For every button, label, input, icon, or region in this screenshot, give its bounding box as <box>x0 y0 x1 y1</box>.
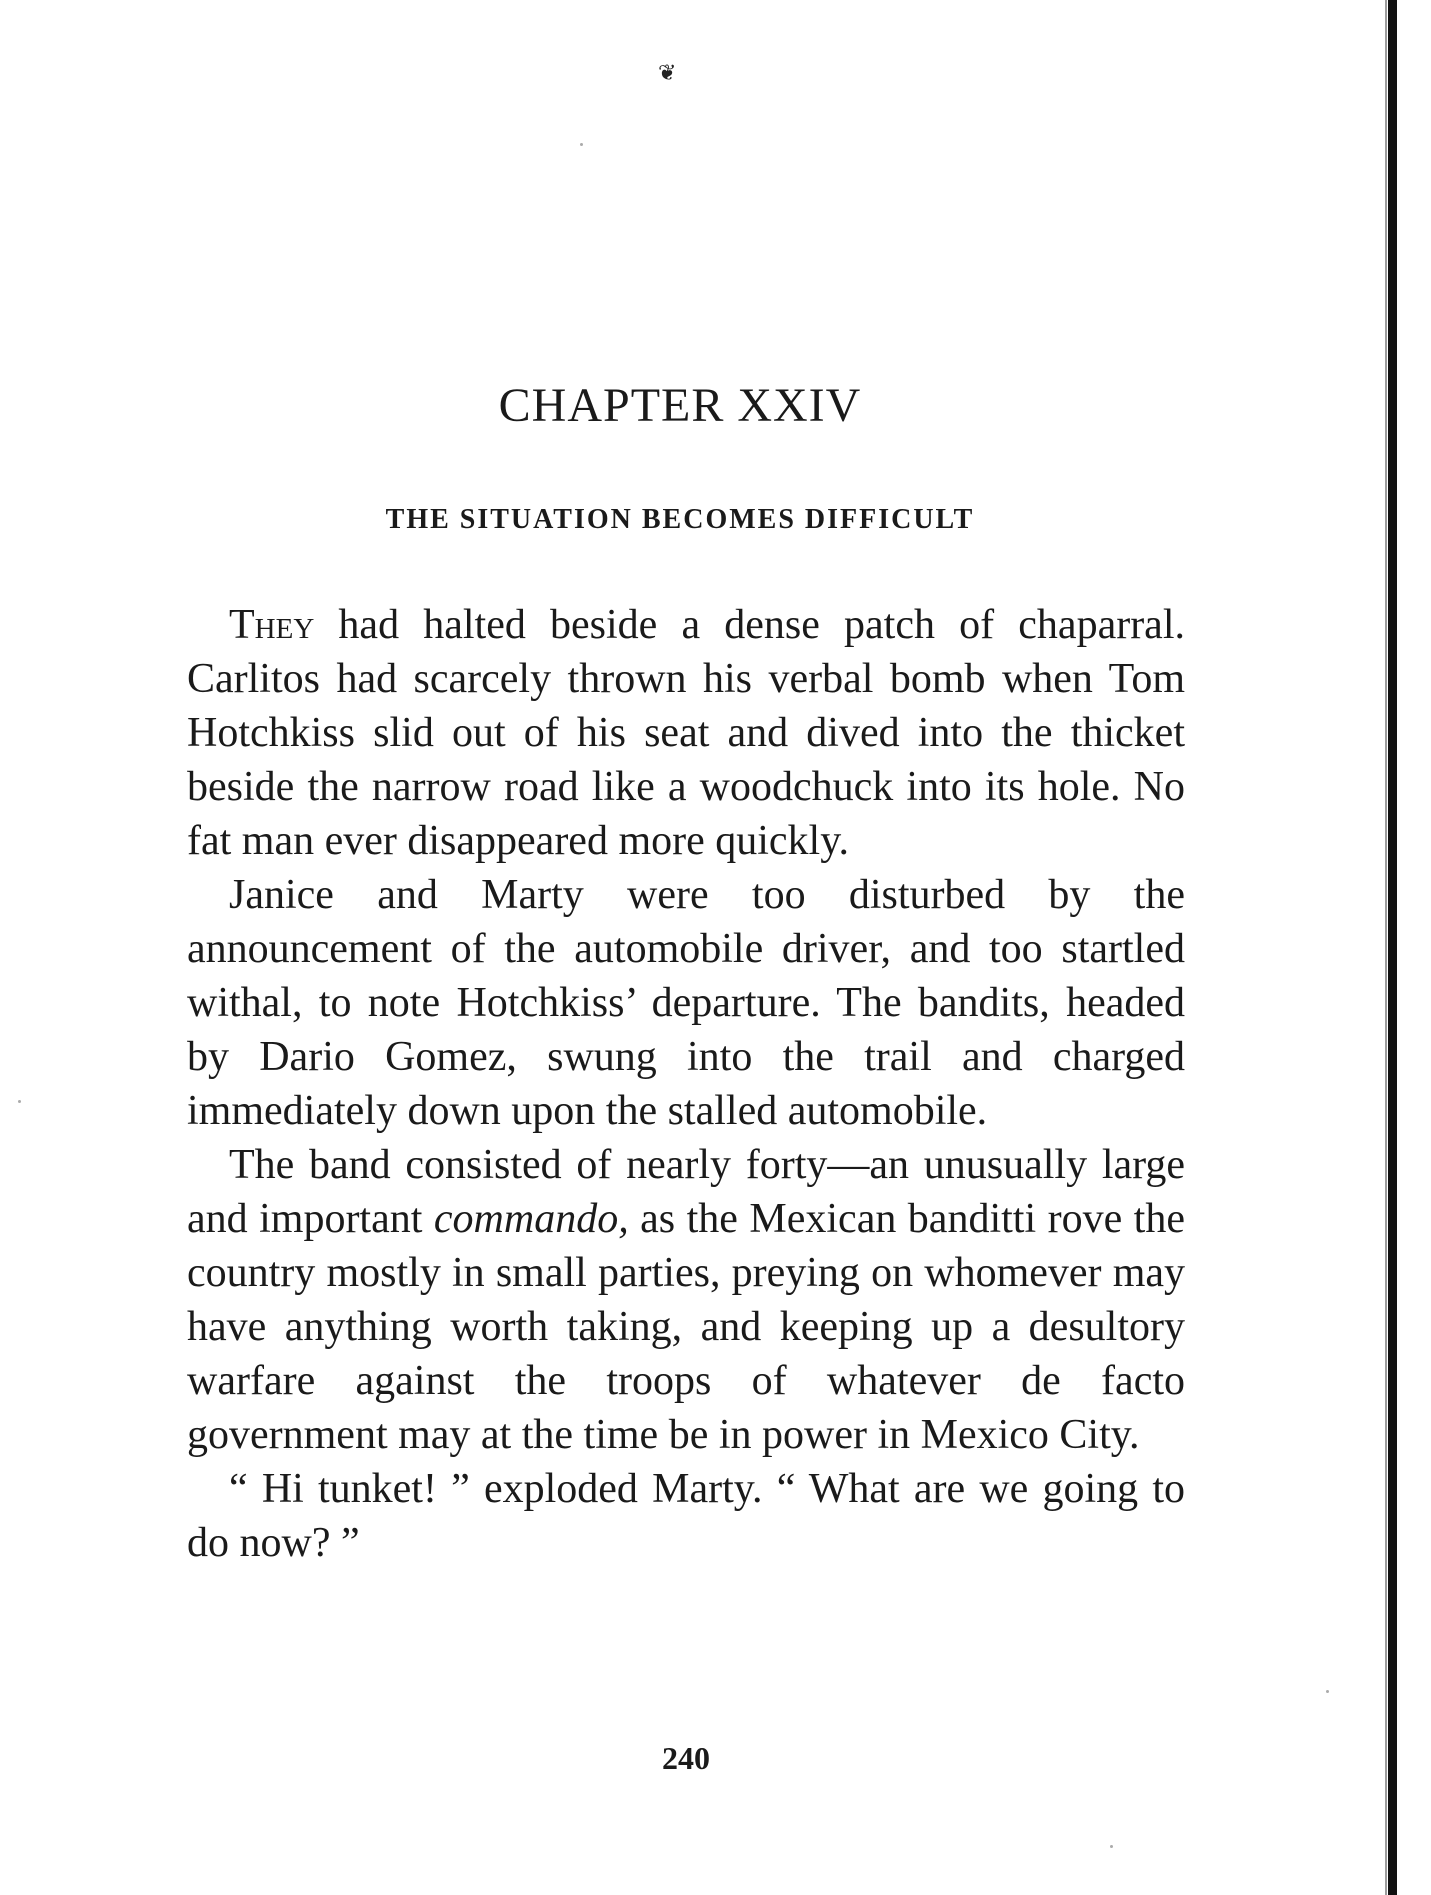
chapter-body <box>187 598 1185 1570</box>
paragraph-text: as the Mexican banditti rove the country mostly in small parties, preying on whomever may have anything worth taking, and keeping up a desultory warfare against the troops of whatever de facto government may at the time be in power in Mexico City. <box>187 1196 1185 1458</box>
italic-term: commando, <box>433 1196 629 1242</box>
ornament-glyph: ❦ <box>658 60 677 85</box>
chapter-subtitle: THE SITUATION BECOMES DIFFICULT <box>385 504 975 535</box>
paragraph-text: “ Hi tunket! ” exploded Marty. “ What are we going to do now? ” <box>187 1466 1185 1566</box>
paragraph-4 <box>187 1462 1185 1570</box>
scan-speck <box>18 1100 21 1103</box>
paragraph-3 <box>187 1138 1185 1462</box>
scan-speck <box>580 143 583 146</box>
paragraph-text: The band consisted of nearly forty—an unusually large and important <box>187 1142 1185 1242</box>
paragraph-1 <box>187 598 1185 868</box>
paragraph-2 <box>187 868 1185 1138</box>
paragraph-text: Janice and Marty were too disturbed by the announcement of the automobile driver, and too startled withal, to note Hotchkiss’ departure. The bandits, headed by Dario Gomez, swung into the trail and charged immediately down upon the stalled automobile. <box>187 872 1185 1134</box>
scan-speck <box>1110 1845 1113 1848</box>
scan-speck <box>1326 1690 1329 1693</box>
page-number: 240 <box>662 1740 710 1776</box>
paragraph-lead-word: They <box>229 602 315 648</box>
chapter-heading: CHAPTER XXIV <box>498 379 862 432</box>
paragraph-text: had halted beside a dense patch of chaparral. Carlitos had scarcely thrown his verbal bomb when Tom Hotchkiss slid out of his seat and dived into the thicket beside the narrow road like a woodchuck into its hole. No fat man ever disappeared more quickly. <box>187 602 1185 864</box>
page-edge-shadow <box>1385 0 1387 1895</box>
page-edge-binding <box>1388 0 1397 1895</box>
